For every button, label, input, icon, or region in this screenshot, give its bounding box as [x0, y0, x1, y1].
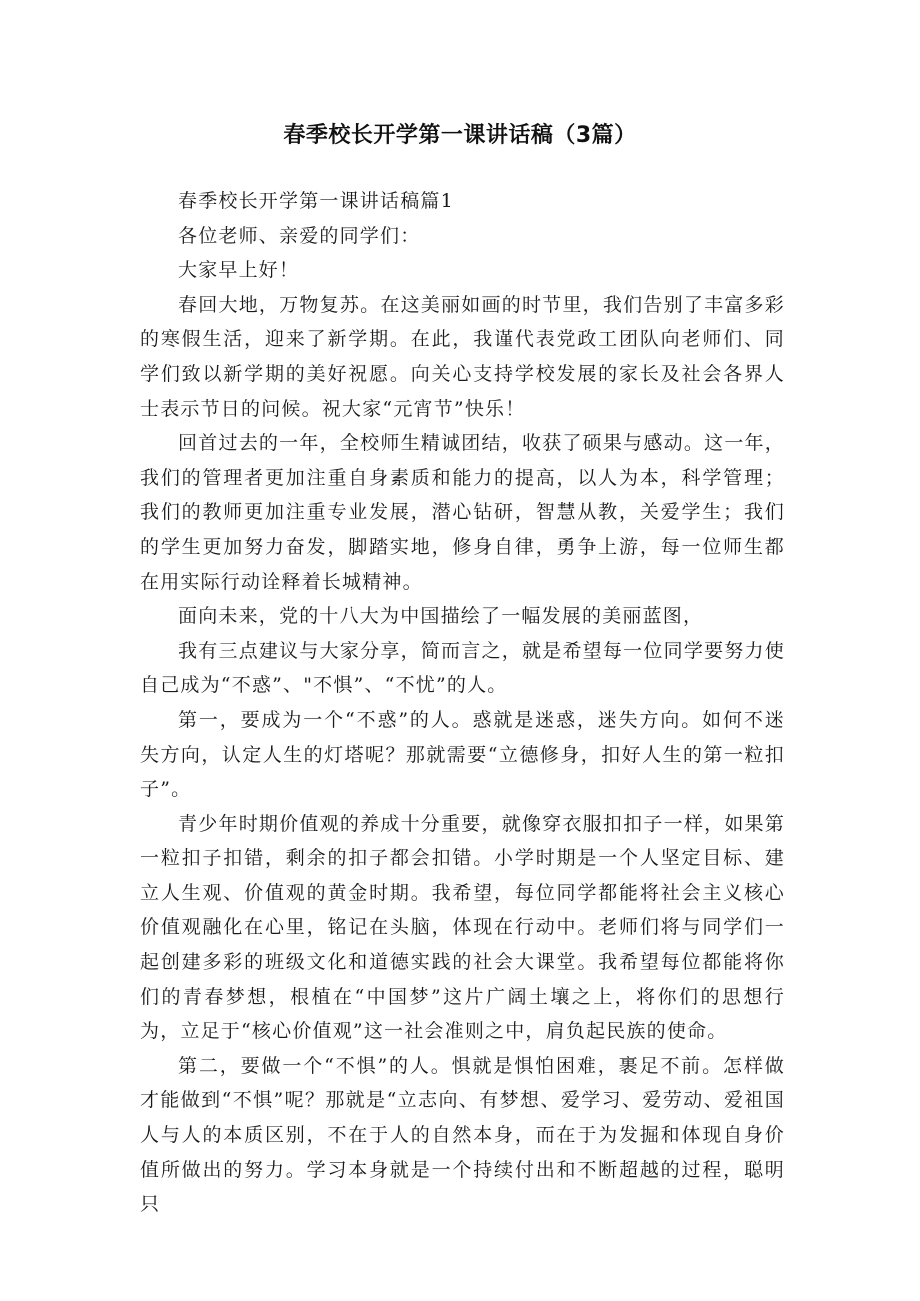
document-body	[140, 184, 785, 1222]
section-heading: 春季校长开学第一课讲话稿篇1	[178, 190, 454, 212]
paragraph: 第二，要做一个“不惧”的人。惧就是惧怕困难，裹足不前。怎样做才能做到“不惧”呢？那就是“立志向、有梦想、爱学习、爱劳动、爱祖国人与人的本质区别，不在于人的自然本身，而在于为发掘和体现自身价值所做出的努力。学习本身就是一个持续付出和不断超越的过程，聪明只	[140, 1054, 785, 1216]
paragraph: 青少年时期价值观的养成十分重要，就像穿衣服扣扣子一样，如果第一粒扣子扣错，剩余的扣子都会扣错。小学时期是一个人坚定目标、建立人生观、价值观的黄金时期。我希望，每位同学都能将社会主义核心价值观融化在心里，铭记在头脑，体现在行动中。老师们将与同学们一起创建多彩的班级文化和道德实践的社会大课堂。我希望每位都能将你们的青春梦想，根植在“中国梦”这片广阔土壤之上，将你们的思想行为，立足于“核心价值观”这一社会准则之中，肩负起民族的使命。	[140, 812, 785, 1043]
paragraph: 面向未来，党的十八大为中国描绘了一幅发展的美丽蓝图，	[178, 605, 704, 628]
paragraph: 第一，要成为一个“不惑”的人。惑就是迷惑，迷失方向。如何不迷失方向，认定人生的灯塔呢？那就需要“立德修身，扣好人生的第一粒扣子”。	[140, 708, 785, 801]
paragraph: 春回大地，万物复苏。在这美丽如画的时节里，我们告别了丰富多彩的寒假生活，迎来了新学期。在此，我谨代表党政工团队向老师们、同学们致以新学期的美好祝愿。向关心支持学校发展的家长及社会各界人士表示节日的问候。祝大家“元宵节”快乐！	[140, 293, 785, 420]
paragraph: 回首过去的一年，全校师生精诚团结，收获了硕果与感动。这一年，我们的管理者更加注重自身素质和能力的提高，以人为本，科学管理；我们的教师更加注重专业发展，潜心钻研，智慧从教，关爱学生；我们的学生更加努力奋发，脚踏实地，修身自律，勇争上游，每一位师生都在用实际行动诠释着长城精神。	[140, 432, 785, 593]
paragraph: 我有三点建议与大家分享，简而言之，就是希望每一位同学要努力使自己成为“不惑”、"不惧”、“不忧”的人。	[140, 639, 785, 697]
document-title: 春季校长开学第一课讲话稿（3篇）	[283, 123, 637, 148]
greeting: 大家早上好！	[178, 259, 300, 282]
salutation: 各位老师、亲爱的同学们：	[178, 224, 421, 247]
